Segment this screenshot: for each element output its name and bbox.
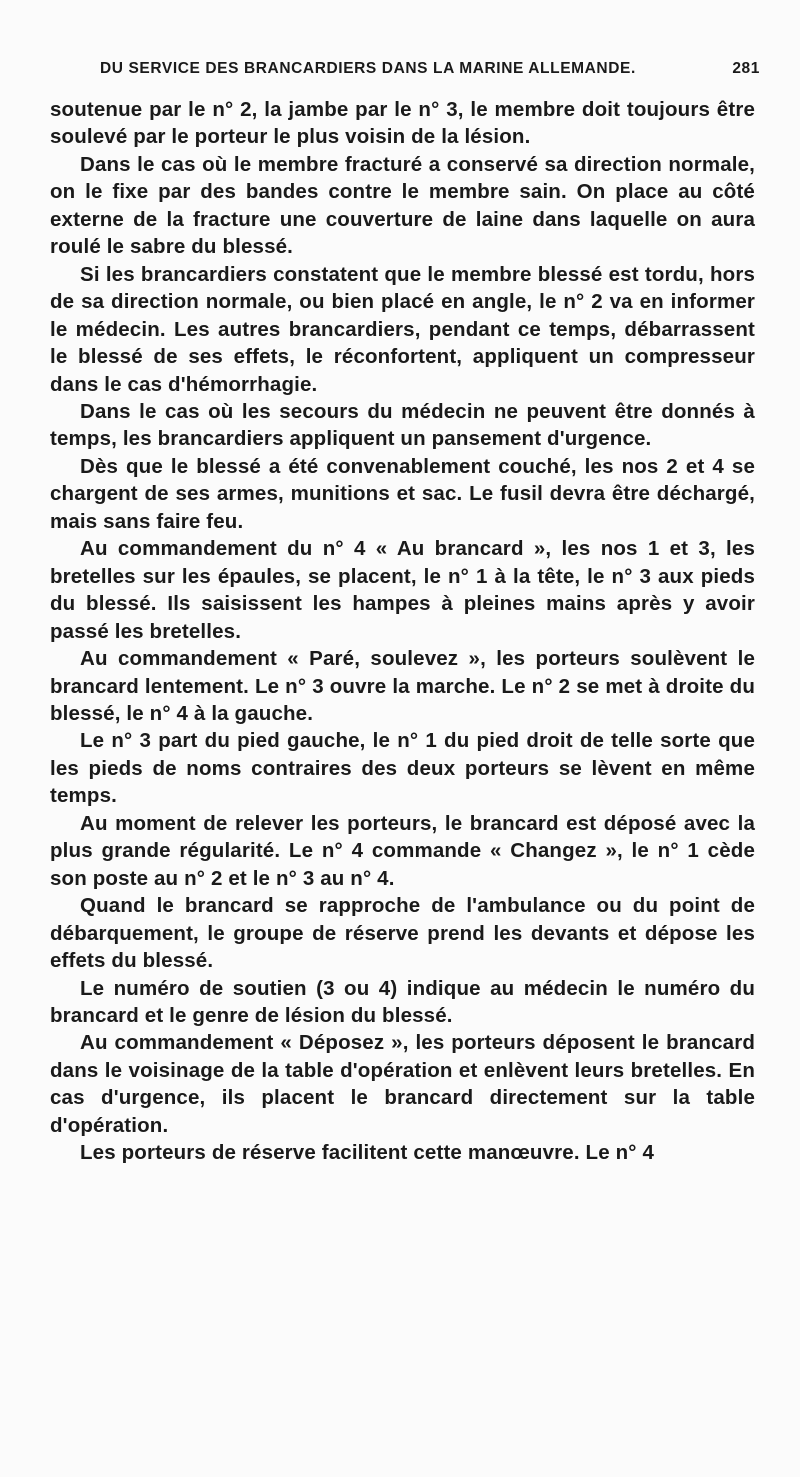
paragraph: Au commandement du n° 4 « Au brancard », les nos 1 et 3, les bretelles sur les épaules, se placent, le n° 1 à la tête, le n° 3 aux pieds du blessé. Ils saisissent les hampes à pleines mains après y avoir passé les bretelles. [50, 537, 755, 643]
running-head-title: DU SERVICE DES BRANCARDIERS DANS LA MARINE ALLEMANDE. [100, 60, 636, 77]
page-number: 281 [732, 60, 760, 77]
running-head [100, 60, 760, 78]
paragraph: soutenue par le n° 2, la jambe par le n° 3, le membre doit toujours être soulevé par le porteur le plus voisin de la lésion. [50, 98, 755, 149]
paragraph: Dès que le blessé a été convenablement couché, les nos 2 et 4 se chargent de ses armes, munitions et sac. Le fusil devra être déchargé, mais sans faire feu. [50, 454, 755, 533]
paragraph: Quand le brancard se rapproche de l'ambulance ou du point de débarquement, le groupe de réserve prend les devants et dépose les effets du blessé. [50, 894, 755, 973]
paragraph: Au commandement « Paré, soulevez », les porteurs soulèvent le brancard lentement. Le n° 3 ouvre la marche. Le n° 2 se met à droite du blessé, le n° 4 à la gauche. [50, 647, 755, 725]
paragraph: Les porteurs de réserve facilitent cette manœuvre. Le n° 4 [80, 1141, 655, 1165]
paragraph: Au moment de relever les porteurs, le brancard est déposé avec la plus grande régularité. Le n° 4 commande « Changez », le n° 1 cède son poste au n° 2 et le n° 3 au n° 4. [50, 811, 755, 890]
paragraph: Dans le cas où le membre fracturé a conservé sa direction normale, on le fixe par des bandes contre le membre sain. On place au côté externe de la fracture une couverture de laine dans laquelle on aura roulé le sabre du blessé. [50, 152, 755, 259]
paragraph: Si les brancardiers constatent que le membre blessé est tordu, hors de sa direction normale, ou bien placé en angle, le n° 2 va en informer le médecin. Les autres brancardiers, pendant ce temps, débarrassent le blessé de ses effets, le réconfortent, appliquent un compresseur dans le cas d'hémorrhagie. [50, 262, 755, 396]
paragraph: Le numéro de soutien (3 ou 4) indique au médecin le numéro du brancard et le genre de lésion du blessé. [50, 976, 755, 1027]
paragraph: Le n° 3 part du pied gauche, le n° 1 du pied droit de telle sorte que les pieds de noms contraires des deux porteurs se lèvent en même temps. [50, 729, 755, 808]
body-text [50, 96, 755, 1167]
paragraph: Au commandement « Déposez », les porteurs déposent le brancard dans le voisinage de la table d'opération et enlèvent leurs bretelles. En cas d'urgence, ils placent le brancard directement sur la table d'opération. [50, 1031, 755, 1137]
paragraph: Dans le cas où les secours du médecin ne peuvent être donnés à temps, les brancardiers appliquent un pansement d'urgence. [50, 399, 755, 451]
